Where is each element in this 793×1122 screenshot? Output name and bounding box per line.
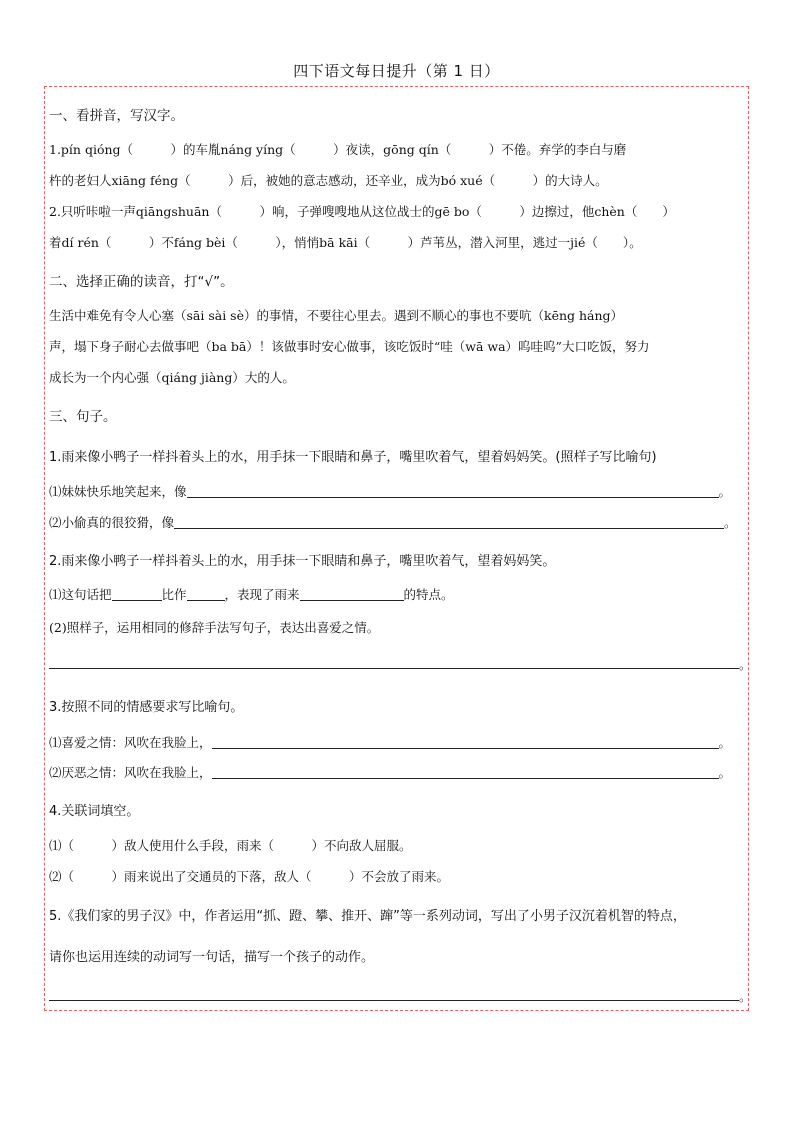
- q2-prompt: 2.雨来像小鸭子一样抖着头上的水，用手抹一下眼睛和鼻子，嘴里吹着气，望着妈妈笑。: [49, 554, 556, 569]
- q2-a-blank-2[interactable]: [187, 587, 225, 601]
- q3-b-prompt: ⑵厌恶之情：风吹在我脸上，: [49, 765, 212, 780]
- q1-b-answer-line[interactable]: [174, 515, 724, 529]
- q2-a-part4: 的特点。: [403, 587, 454, 602]
- q2-b-answer-line[interactable]: [49, 655, 739, 669]
- q2-a-blank-1[interactable]: [112, 587, 162, 601]
- q5-prompt-line-1: 5.《我们家的男子汉》中，作者运用“抓、蹬、攀、推开、蹿”等一系列动词，写出了小男子汉沉着机智的特点，: [49, 909, 686, 924]
- q3-a-prompt: ⑴喜爱之情：风吹在我脸上，: [49, 735, 212, 750]
- section-1-heading: 一、看拼音，写汉字。: [49, 108, 184, 124]
- q2-b-prompt: (2)照样子，运用相同的修辞手法写句子，表达出喜爱之情。: [49, 620, 380, 635]
- q1-a-prompt: ⑴妹妹快乐地笑起来，像: [49, 484, 187, 499]
- s1-line-1: 1.pín qióng（ ）的车胤náng yíng（ ）夜读，gōng qín（ ）不倦。弃学的李白与磨: [49, 142, 627, 157]
- q5-prompt-line-2: 请你也运用连续的动词写一句话，描写一个孩子的动作。: [49, 950, 375, 965]
- q2-a-blank-3[interactable]: [300, 587, 404, 601]
- section-3-heading: 三、句子。: [49, 409, 117, 425]
- s2-line-3: 成长为一个内心强（qiáng jiàng）大的人。: [49, 370, 295, 385]
- page-title: 四下语文每日提升（第 1 日）: [293, 62, 500, 80]
- period: 。: [724, 515, 737, 530]
- q2-a-part2: 比作: [161, 587, 187, 602]
- s1-line-4: 着dí rén（ ）不fáng bèi（ ），悄悄bā kāi（ ）芦苇丛，潜入河里，逃过一jié（ ）。: [49, 235, 642, 250]
- s1-line-2: 杵的老妇人xiāng féng（ ）后，被她的意志感动，还辛业，成为bó xué（ ）的大诗人。: [49, 173, 608, 188]
- q1-prompt: 1.雨来像小鸭子一样抖着头上的水，用手抹一下眼睛和鼻子，嘴里吹着气，望着妈妈笑。(照样子写比喻句): [49, 450, 657, 465]
- q2-a-part3: ，表现了雨来: [224, 587, 300, 602]
- period: 。: [718, 765, 732, 780]
- period: 。: [718, 735, 732, 750]
- s1-line-3: 2.只听咔啦一声qiāngshuān（ ）响，子弹嗖嗖地从这位战士的gē bo（ ）边擦过，他chèn（ ）: [49, 204, 675, 219]
- period: 。: [739, 989, 752, 1004]
- period: 。: [718, 484, 732, 499]
- period: 。: [739, 657, 752, 672]
- q3-b-answer-line[interactable]: [212, 765, 719, 779]
- s2-line-1: 生活中难免有令人心塞（sāi sài sè）的事情，不要往心里去。遇到不顺心的事也不要吭（kēng háng）: [49, 308, 624, 323]
- q4-a: ⑴（ ）敌人使用什么手段，雨来（ ）不向敌人屈服。: [49, 838, 412, 853]
- q4-prompt: 4.关联词填空。: [49, 804, 140, 819]
- q4-b: ⑵（ ）雨来说出了交通员的下落，敌人（ ）不会放了雨来。: [49, 869, 450, 884]
- q5-answer-line[interactable]: [49, 987, 739, 1001]
- q3-a-answer-line[interactable]: [212, 735, 719, 749]
- section-2-heading: 二、选择正确的读音，打“√”。: [49, 274, 234, 290]
- q3-prompt: 3.按照不同的情感要求写比喻句。: [49, 700, 244, 715]
- s2-line-2: 声，塌下身子耐心去做事吧（ba bā）！该做事时安心做事，该吃饭时“哇（wā wa）呜哇呜”大口吃饭，努力: [49, 339, 650, 354]
- q1-a-answer-line[interactable]: [187, 484, 719, 498]
- q2-a-part1: ⑴这句话把: [49, 587, 112, 602]
- q1-b-prompt: ⑵小偷真的很狡猾，像: [49, 515, 175, 530]
